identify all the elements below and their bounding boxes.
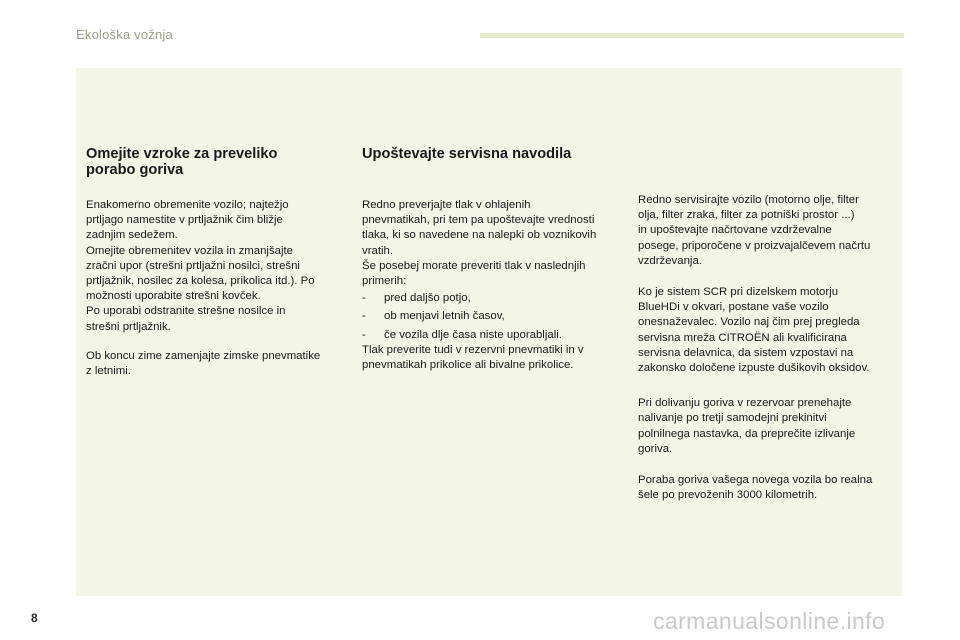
heading-line: Upoštevajte servisna navodila	[362, 146, 572, 162]
list-item-text: ob menjavi letnih časov,	[384, 310, 505, 323]
text-line: Ob koncu zime zamenjajte zimske pnevmatike	[86, 349, 321, 362]
left-heading	[86, 146, 344, 178]
section-title: Ekološka vožnja	[76, 27, 173, 42]
list-item-text: če vozila dlje časa niste uporabljali.	[384, 328, 562, 341]
text-line: in upoštevajte načrtovane vzdrževalne	[638, 224, 832, 237]
text-line: servisna delavnica, da sistem vzpostavi na	[638, 346, 854, 359]
text-line: Tlak preverite tudi v rezervni pnevmatiki in v	[362, 343, 584, 356]
text-line: pnevmatikah, pri tem pa upoštevajte vrednosti	[362, 214, 595, 227]
text-line: Pri dolivanju goriva v rezervoar prenehajte	[638, 397, 852, 410]
list-item	[362, 291, 624, 306]
text-line: zračni upor (strešni prtljažni nosilci, strešni	[86, 259, 300, 272]
left-paragraph-1	[86, 198, 344, 335]
header-accent-bar	[480, 33, 904, 38]
right-paragraph-3	[638, 396, 900, 457]
list-item	[362, 309, 624, 324]
text-line: olja, filter zraka, filter za potniški prostor ...)	[638, 209, 855, 222]
text-line: z letnimi.	[86, 365, 131, 378]
left-paragraph-2	[86, 349, 344, 379]
text-line: Po uporabi odstranite strešne nosilce in	[86, 305, 286, 318]
text-line: zakonsko določene izpuste dušikovih oksidov.	[638, 362, 870, 375]
text-line: nalivanje po tretji samodejni prekinitvi	[638, 412, 827, 425]
middle-paragraph-2	[362, 343, 624, 373]
text-line: servisna mreža CITROËN ali kvalificirana	[638, 331, 847, 344]
list-item	[362, 328, 624, 343]
left-column	[86, 146, 344, 379]
text-line: vratih.	[362, 244, 394, 257]
text-line: Omejite obremenitev vozila in zmanjšajte	[86, 244, 294, 257]
right-paragraph-1	[638, 193, 900, 269]
middle-column	[362, 146, 624, 373]
page-number: 8	[31, 611, 38, 625]
right-paragraph-4	[638, 473, 900, 503]
list-item-text: pred daljšo potjo,	[384, 292, 471, 305]
text-line: posege, priporočene v proizvajalčevem načrtu	[638, 239, 871, 252]
middle-paragraph-1	[362, 198, 624, 289]
text-line: primerih:	[362, 275, 407, 288]
text-line: prtljažnik, nosilec za kolesa, prikolica itd.). Po	[86, 275, 315, 288]
text-line: Poraba goriva vašega novega vozila bo realna	[638, 474, 873, 487]
text-line: prtljago namestite v prtljažnik čim bližje	[86, 214, 283, 227]
text-line: pnevmatikah prikolice ali bivalne prikolice.	[362, 359, 574, 372]
dash-bullet: -	[362, 328, 366, 341]
heading-line: porabo goriva	[86, 162, 184, 178]
text-line: šele po prevoženih 3000 kilometrih.	[638, 489, 818, 502]
heading-line: Omejite vzroke za preveliko	[86, 146, 278, 162]
text-line: BlueHDi v okvari, postane vaše vozilo	[638, 301, 829, 314]
watermark: carmanualsonline.info	[653, 608, 886, 634]
text-line: polnilnega nastavka, da preprečite izlivanje	[638, 427, 856, 440]
right-column	[638, 193, 900, 503]
text-line: strešni prtljažnik.	[86, 320, 171, 333]
dash-bullet: -	[362, 310, 366, 323]
text-line: možnosti uporabite strešni kovček.	[86, 290, 261, 303]
text-line: Enakomerno obremenite vozilo; najtežjo	[86, 199, 289, 211]
right-paragraph-2	[638, 285, 900, 376]
text-line: tlaka, ki so navedene na nalepki ob voznikovih	[362, 229, 597, 242]
text-line: goriva.	[638, 442, 673, 455]
checklist	[362, 291, 624, 343]
text-line: Ko je sistem SCR pri dizelskem motorju	[638, 286, 839, 299]
text-line: onesnaževalec. Vozilo naj čim prej pregleda	[638, 316, 860, 329]
text-line: Redno preverjajte tlak v ohlajenih	[362, 199, 531, 211]
text-line: zadnjim sedežem.	[86, 229, 178, 242]
dash-bullet: -	[362, 292, 366, 305]
middle-heading	[362, 146, 624, 162]
text-line: Še posebej morate preveriti tlak v naslednjih	[362, 259, 586, 272]
text-line: Redno servisirajte vozilo (motorno olje, filter	[638, 194, 859, 206]
text-line: vzdrževanja.	[638, 254, 702, 267]
